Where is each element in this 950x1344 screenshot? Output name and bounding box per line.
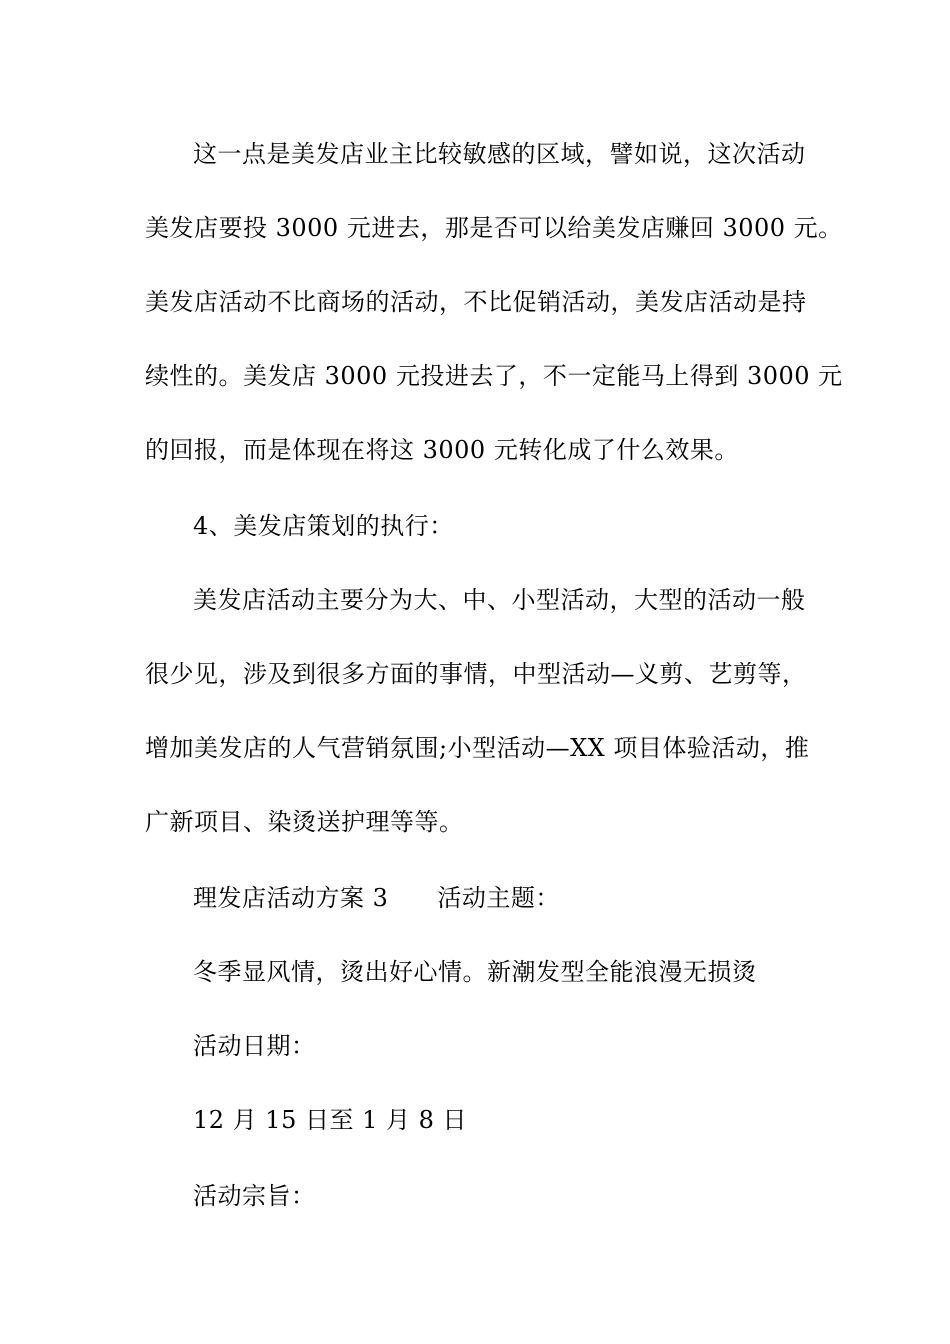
paragraph-line: 很少见，涉及到很多方面的事情，中型活动—义剪、艺剪等， <box>145 660 807 688</box>
paragraph-line: 美发店活动不比商场的活动，不比促销活动，美发店活动是持 <box>145 288 807 316</box>
field-label: 活动宗旨： <box>193 1182 316 1210</box>
paragraph-line: 续性的。美发店 3000 元投进去了，不一定能马上得到 3000 元 <box>145 362 843 390</box>
field-label: 活动日期： <box>193 1032 316 1060</box>
paragraph-line: 这一点是美发店业主比较敏感的区域，譬如说，这次活动 <box>193 140 806 168</box>
paragraph-line: 美发店活动主要分为大、中、小型活动，大型的活动一般 <box>193 586 806 614</box>
paragraph-line: 广新项目、染烫送护理等等。 <box>145 808 464 836</box>
paragraph-line: 冬季显风情，烫出好心情。新潮发型全能浪漫无损烫 <box>193 958 757 986</box>
section-title: 理发店活动方案 3 活动主题： <box>193 884 560 912</box>
paragraph-line: 美发店要投 3000 元进去，那是否可以给美发店赚回 3000 元。 <box>145 214 843 242</box>
paragraph-line: 增加美发店的人气营销氛围;小型活动—XX 项目体验活动，推 <box>145 734 810 762</box>
field-value: 12 月 15 日至 1 月 8 日 <box>193 1106 468 1134</box>
section-heading: 4、美发店策划的执行： <box>193 512 454 540</box>
paragraph-line: 的回报，而是体现在将这 3000 元转化成了什么效果。 <box>145 436 739 464</box>
